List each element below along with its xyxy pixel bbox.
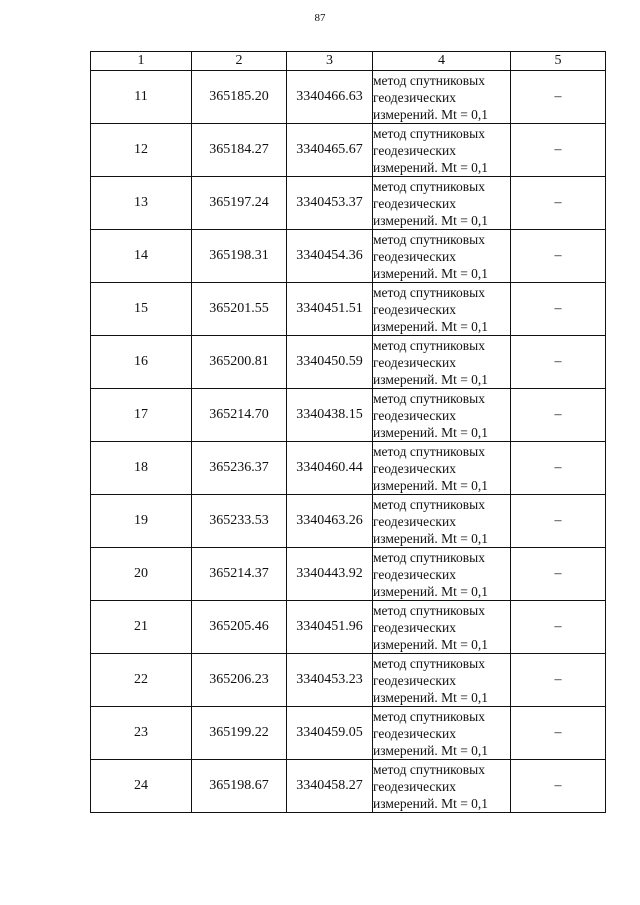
y-coordinate-cell: 3340458.27 [287,760,373,813]
method-line: метод спутниковых [373,284,485,300]
method-line: измерений. Mt = 0,1 [373,159,489,175]
method-line: геодезических [373,460,456,476]
column-5-cell: – [511,548,606,601]
table-row [91,707,606,760]
x-coordinate-cell: 365214.37 [192,548,287,601]
column-5-cell: – [511,760,606,813]
point-number-cell: 20 [91,548,192,601]
method-line: геодезических [373,301,456,317]
table-row [91,177,606,230]
table-row [91,389,606,442]
method-line: измерений. Mt = 0,1 [373,371,489,387]
y-coordinate-cell: 3340443.92 [287,548,373,601]
x-coordinate-cell: 365206.23 [192,654,287,707]
x-coordinate-cell: 365214.70 [192,389,287,442]
y-coordinate-cell: 3340451.51 [287,283,373,336]
method-line: метод спутниковых [373,655,485,671]
method-line: измерений. Mt = 0,1 [373,318,489,334]
column-header: 1 [91,52,192,71]
method-line: геодезических [373,566,456,582]
y-coordinate-cell: 3340459.05 [287,707,373,760]
y-coordinate-cell: 3340466.63 [287,71,373,124]
method-line: геодезических [373,778,456,794]
column-header: 5 [511,52,606,71]
table-row [91,601,606,654]
method-line: измерений. Mt = 0,1 [373,265,489,281]
method-line: метод спутниковых [373,125,485,141]
column-5-cell: – [511,442,606,495]
point-number-cell: 15 [91,283,192,336]
y-coordinate-cell: 3340453.37 [287,177,373,230]
x-coordinate-cell: 365201.55 [192,283,287,336]
column-5-cell: – [511,71,606,124]
coordinates-table [90,51,606,813]
x-coordinate-cell: 365198.67 [192,760,287,813]
point-number-cell: 12 [91,124,192,177]
column-5-cell: – [511,177,606,230]
column-5-cell: – [511,389,606,442]
table-row [91,124,606,177]
method-cell [373,336,511,389]
method-line: измерений. Mt = 0,1 [373,795,489,811]
column-5-cell: – [511,283,606,336]
y-coordinate-cell: 3340451.96 [287,601,373,654]
method-line: метод спутниковых [373,337,485,353]
method-line: геодезических [373,619,456,635]
point-number-cell: 18 [91,442,192,495]
point-number-cell: 14 [91,230,192,283]
point-number-cell: 24 [91,760,192,813]
table-row [91,548,606,601]
method-line: геодезических [373,354,456,370]
method-cell [373,707,511,760]
method-line: метод спутниковых [373,761,485,777]
method-line: метод спутниковых [373,178,485,194]
method-cell [373,495,511,548]
table-row [91,442,606,495]
y-coordinate-cell: 3340463.26 [287,495,373,548]
method-line: метод спутниковых [373,602,485,618]
y-coordinate-cell: 3340453.23 [287,654,373,707]
method-cell [373,177,511,230]
method-cell [373,283,511,336]
column-header: 2 [192,52,287,71]
method-cell [373,71,511,124]
x-coordinate-cell: 365200.81 [192,336,287,389]
point-number-cell: 17 [91,389,192,442]
y-coordinate-cell: 3340450.59 [287,336,373,389]
method-line: измерений. Mt = 0,1 [373,424,489,440]
column-5-cell: – [511,124,606,177]
method-line: геодезических [373,248,456,264]
column-5-cell: – [511,230,606,283]
method-cell [373,389,511,442]
method-line: геодезических [373,672,456,688]
method-line: геодезических [373,195,456,211]
table-row [91,230,606,283]
method-cell [373,760,511,813]
method-line: измерений. Mt = 0,1 [373,212,489,228]
table-row [91,283,606,336]
method-line: измерений. Mt = 0,1 [373,106,489,122]
column-5-cell: – [511,654,606,707]
table-row [91,654,606,707]
y-coordinate-cell: 3340465.67 [287,124,373,177]
column-5-cell: – [511,336,606,389]
x-coordinate-cell: 365205.46 [192,601,287,654]
table-body [91,71,606,813]
x-coordinate-cell: 365197.24 [192,177,287,230]
page-number: 87 [314,12,326,24]
x-coordinate-cell: 365184.27 [192,124,287,177]
method-line: метод спутниковых [373,708,485,724]
method-line: измерений. Mt = 0,1 [373,636,489,652]
point-number-cell: 22 [91,654,192,707]
point-number-cell: 23 [91,707,192,760]
method-cell [373,230,511,283]
method-line: измерений. Mt = 0,1 [373,742,489,758]
x-coordinate-cell: 365236.37 [192,442,287,495]
column-header: 3 [287,52,373,71]
method-line: геодезических [373,142,456,158]
method-line: геодезических [373,407,456,423]
method-line: метод спутниковых [373,496,485,512]
method-line: геодезических [373,89,456,105]
x-coordinate-cell: 365233.53 [192,495,287,548]
method-cell [373,124,511,177]
method-cell [373,654,511,707]
column-5-cell: – [511,707,606,760]
method-cell [373,548,511,601]
method-line: метод спутниковых [373,443,485,459]
column-5-cell: – [511,495,606,548]
method-line: геодезических [373,513,456,529]
point-number-cell: 11 [91,71,192,124]
method-line: метод спутниковых [373,390,485,406]
y-coordinate-cell: 3340454.36 [287,230,373,283]
method-cell [373,442,511,495]
x-coordinate-cell: 365185.20 [192,71,287,124]
method-line: метод спутниковых [373,231,485,247]
table-row [91,71,606,124]
y-coordinate-cell: 3340460.44 [287,442,373,495]
method-line: измерений. Mt = 0,1 [373,689,489,705]
point-number-cell: 19 [91,495,192,548]
y-coordinate-cell: 3340438.15 [287,389,373,442]
method-line: геодезических [373,725,456,741]
method-line: измерений. Mt = 0,1 [373,530,489,546]
method-cell [373,601,511,654]
table-header-row [91,52,606,71]
table-row [91,760,606,813]
method-line: измерений. Mt = 0,1 [373,477,489,493]
point-number-cell: 21 [91,601,192,654]
table-row [91,495,606,548]
point-number-cell: 13 [91,177,192,230]
x-coordinate-cell: 365198.31 [192,230,287,283]
method-line: метод спутниковых [373,549,485,565]
column-header: 4 [373,52,511,71]
method-line: измерений. Mt = 0,1 [373,583,489,599]
method-line: метод спутниковых [373,72,485,88]
table-row [91,336,606,389]
column-5-cell: – [511,601,606,654]
x-coordinate-cell: 365199.22 [192,707,287,760]
point-number-cell: 16 [91,336,192,389]
